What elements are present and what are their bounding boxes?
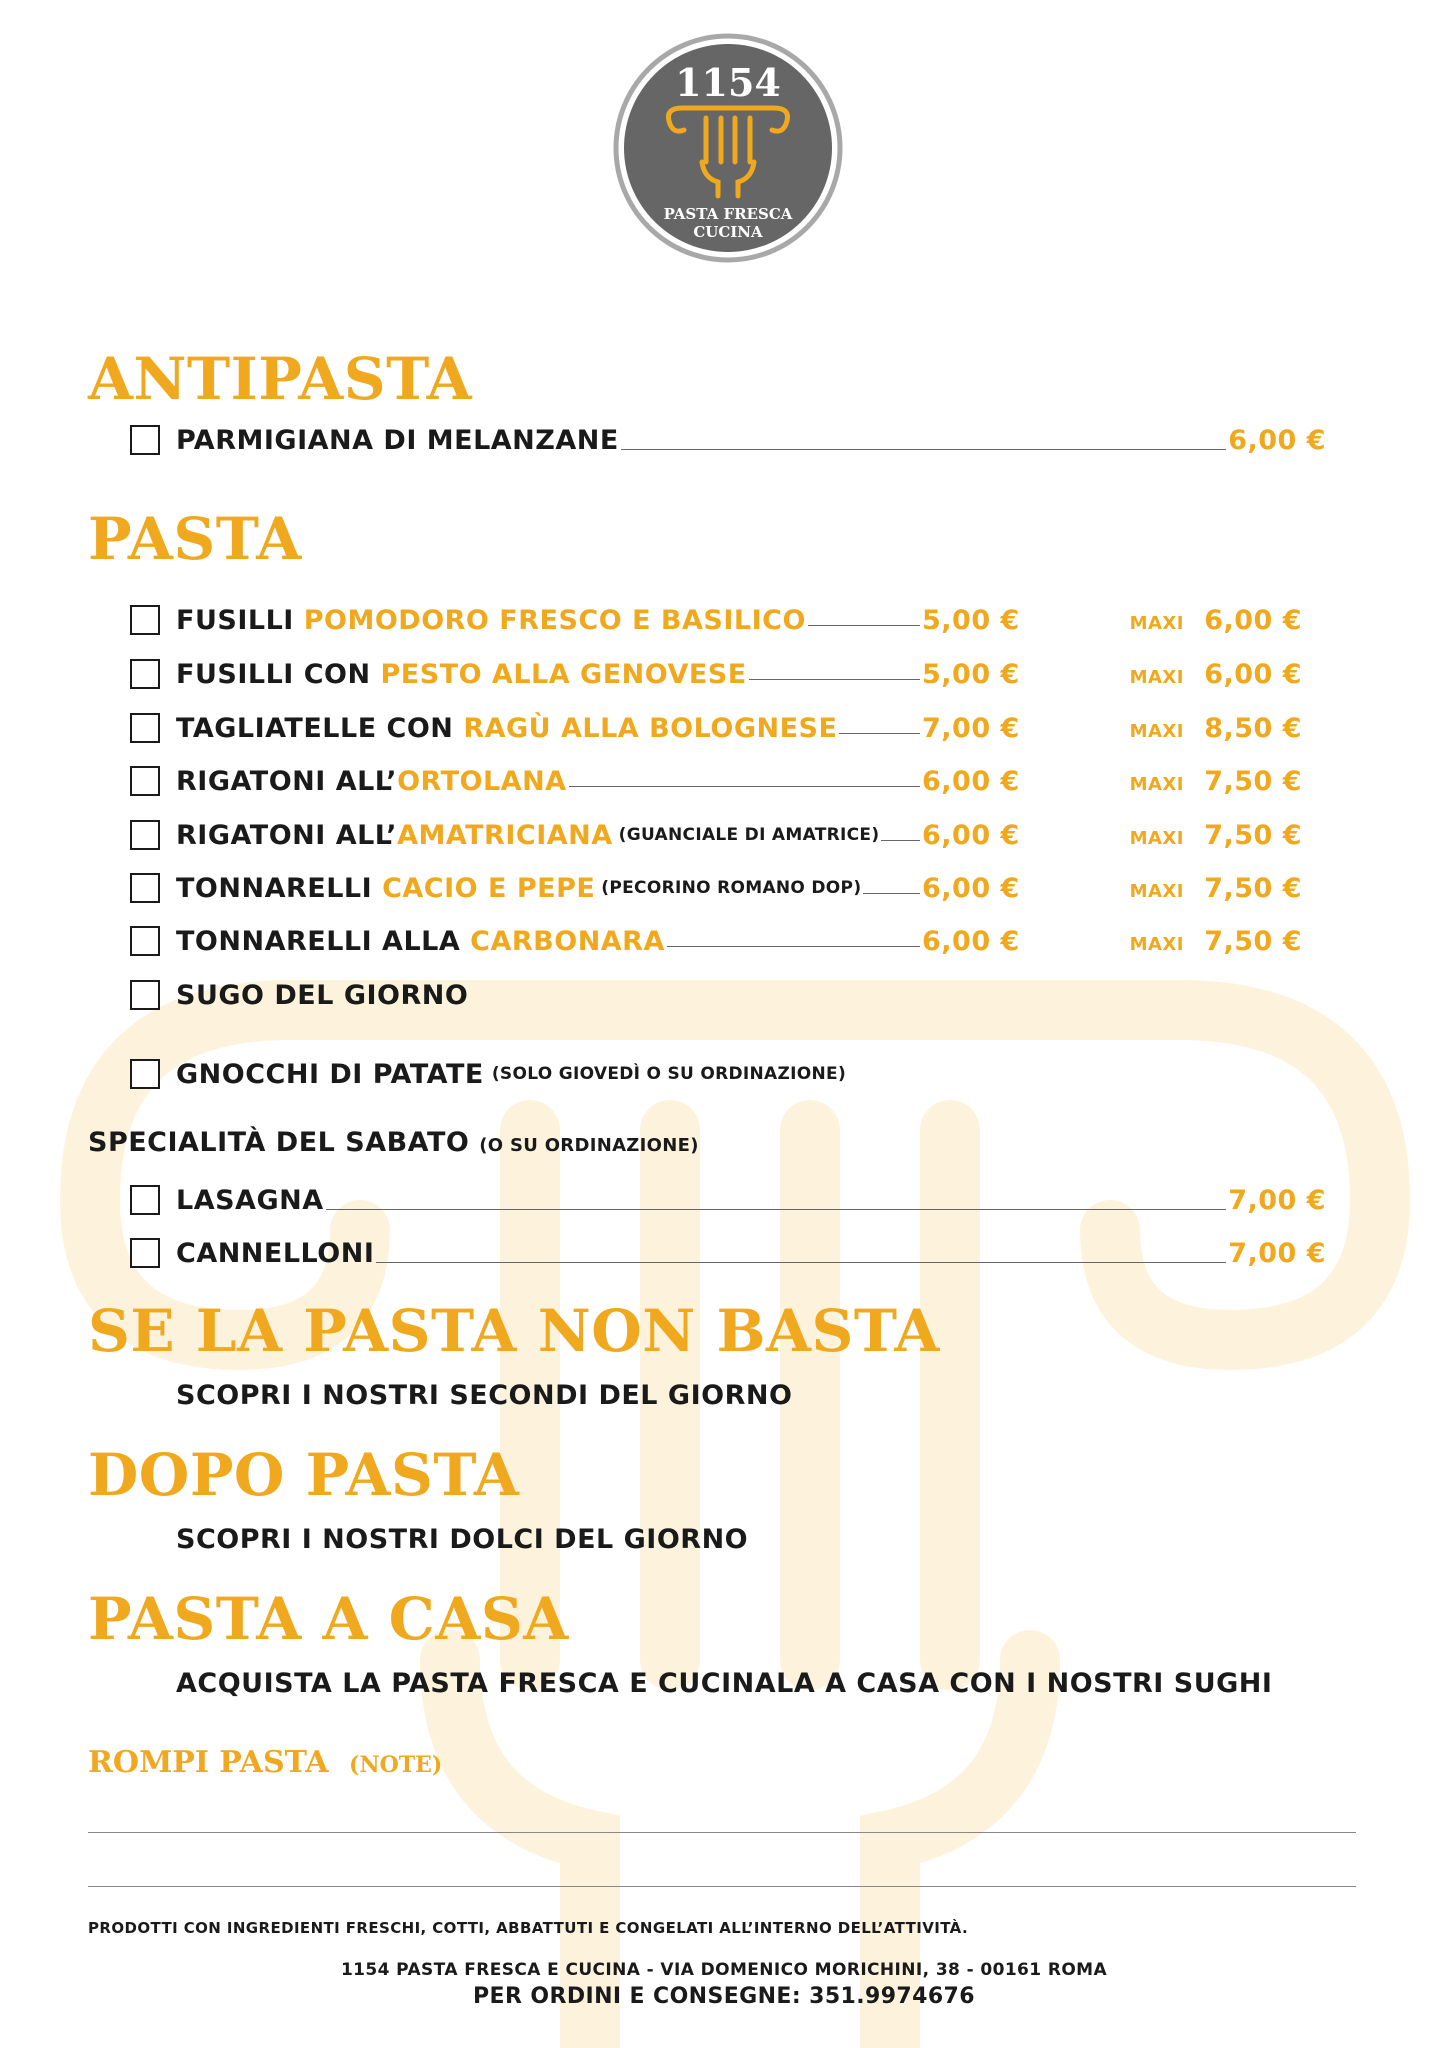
item-prefix: RIGATONI ALL’ — [176, 765, 398, 797]
leader-line — [326, 1208, 1227, 1210]
menu-item-pasta — [130, 921, 1326, 961]
maxi-price-group — [1130, 659, 1302, 690]
item-name: LASAGNA — [176, 1184, 324, 1216]
pasta-left — [176, 765, 1020, 797]
non-basta-desc: SCOPRI I NOSTRI SECONDI DEL GIORNO — [176, 1380, 793, 1411]
casa-desc: ACQUISTA LA PASTA FRESCA E CUCINALA A CASA CON I NOSTRI SUGHI — [176, 1668, 1273, 1699]
maxi-label: MAXI — [1129, 827, 1184, 849]
leader-line — [376, 1261, 1226, 1263]
maxi-label: MAXI — [1129, 933, 1184, 955]
note-line-2[interactable] — [88, 1886, 1356, 1888]
item-prefix: TAGLIATELLE CON — [176, 712, 464, 744]
maxi-price-group — [1130, 926, 1302, 957]
maxi-label: MAXI — [1129, 666, 1184, 688]
leader-line — [881, 839, 920, 841]
item-name: SUGO DEL GIORNO — [176, 979, 469, 1011]
maxi-price-group — [1130, 713, 1302, 744]
maxi-price: 6,00 € — [1204, 658, 1302, 690]
maxi-price: 7,50 € — [1204, 925, 1302, 957]
item-price: 7,00 € — [1228, 1237, 1326, 1269]
menu-item-pasta — [130, 600, 1326, 640]
sabato-heading — [88, 1127, 699, 1158]
maxi-price: 6,00 € — [1204, 604, 1302, 636]
leader-line — [569, 785, 920, 787]
casa-title: PASTA A CASA — [88, 1585, 569, 1653]
item-name: CANNELLONI — [176, 1237, 375, 1269]
pasta-left — [176, 925, 1020, 957]
orders-phone: PER ORDINI E CONSEGNE: 351.9974676 — [473, 1984, 975, 2009]
item-price: 6,00 € — [922, 872, 1020, 904]
checkbox[interactable] — [130, 873, 160, 903]
leader-line — [839, 732, 920, 734]
maxi-price-group — [1130, 873, 1302, 904]
checkbox[interactable] — [130, 1238, 160, 1268]
item-name — [176, 605, 806, 636]
dopo-desc: SCOPRI I NOSTRI DOLCI DEL GIORNO — [176, 1524, 749, 1555]
item-highlight: AMATRICIANA — [397, 819, 613, 851]
item-name — [176, 766, 567, 797]
item-highlight: CACIO E PEPE — [382, 872, 596, 904]
sabato-title: SPECIALITÀ DEL SABATO — [88, 1127, 470, 1158]
item-prefix: FUSILLI — [176, 604, 304, 636]
item-price: 6,00 € — [922, 925, 1020, 957]
maxi-label: MAXI — [1129, 612, 1184, 634]
rompi-title: ROMPI PASTA — [88, 1745, 329, 1780]
maxi-label: MAXI — [1129, 720, 1184, 742]
address: 1154 PASTA FRESCA E CUCINA - VIA DOMENICO MORICHINI, 38 - 00161 ROMA — [340, 1960, 1108, 1980]
item-name — [176, 713, 837, 744]
item-prefix: FUSILLI CON — [176, 658, 381, 690]
menu-item-gnocchi — [130, 1054, 846, 1094]
item-prefix: TONNARELLI ALLA — [176, 925, 471, 957]
checkbox[interactable] — [130, 766, 160, 796]
menu-item-pasta — [130, 654, 1326, 694]
checkbox[interactable] — [130, 659, 160, 689]
item-highlight: PESTO ALLA GENOVESE — [380, 658, 747, 690]
item-price: 5,00 € — [922, 658, 1020, 690]
pasta-left — [176, 872, 1020, 904]
non-basta-title: SE LA PASTA NON BASTA — [88, 1297, 940, 1365]
sabato-note: (O SU ORDINAZIONE) — [479, 1135, 699, 1156]
item-name: PARMIGIANA DI MELANZANE — [176, 424, 619, 456]
maxi-label: MAXI — [1129, 880, 1184, 902]
maxi-price-group — [1130, 766, 1302, 797]
leader-line — [808, 624, 920, 626]
pasta-left — [176, 604, 1020, 636]
pasta-title: PASTA — [88, 505, 302, 573]
checkbox[interactable] — [130, 926, 160, 956]
item-name: GNOCCHI DI PATATE — [176, 1058, 484, 1090]
brand-logo — [612, 32, 844, 264]
leader-line — [863, 892, 920, 894]
logo-line1: PASTA FRESCA — [663, 205, 793, 223]
rompi-heading — [88, 1745, 442, 1780]
antipasta-title: ANTIPASTA — [88, 345, 473, 413]
disclaimer: PRODOTTI CON INGREDIENTI FRESCHI, COTTI, ABBATTUTI E CONGELATI ALL’INTERNO DELL’ATTIVITÀ. — [88, 1919, 969, 1937]
item-name — [176, 873, 595, 904]
pasta-left — [176, 819, 1020, 851]
menu-item-pasta — [130, 868, 1326, 908]
item-price: 6,00 € — [922, 819, 1020, 851]
logo-line2: CUCINA — [693, 223, 763, 241]
maxi-price: 7,50 € — [1204, 872, 1302, 904]
item-price: 7,00 € — [922, 712, 1020, 744]
item-highlight: ORTOLANA — [397, 765, 567, 797]
item-price: 5,00 € — [922, 604, 1020, 636]
dopo-title: DOPO PASTA — [88, 1441, 520, 1509]
rompi-note: (NOTE) — [349, 1752, 443, 1778]
item-highlight: CARBONARA — [470, 925, 665, 957]
item-note: (SOLO GIOVEDÌ O SU ORDINAZIONE) — [491, 1064, 847, 1084]
menu-item-pasta — [130, 815, 1326, 855]
checkbox[interactable] — [130, 1185, 160, 1215]
item-note: (GUANCIALE DI AMATRICE) — [618, 825, 880, 845]
item-price: 6,00 € — [922, 765, 1020, 797]
maxi-price: 7,50 € — [1204, 765, 1302, 797]
pasta-left — [176, 712, 1020, 744]
item-price: 6,00 € — [1228, 424, 1326, 456]
item-name — [176, 659, 747, 690]
menu-item-pasta — [130, 761, 1326, 801]
maxi-price-group — [1130, 605, 1302, 636]
note-line-1[interactable] — [88, 1832, 1356, 1834]
item-note: (PECORINO ROMANO DOP) — [601, 878, 862, 898]
logo-number: 1154 — [675, 60, 781, 105]
menu-item-parmigiana — [130, 420, 1326, 460]
menu-item-pasta — [130, 708, 1326, 748]
leader-line — [667, 945, 920, 947]
leader-line — [621, 448, 1226, 450]
menu-item-lasagna — [130, 1180, 1326, 1220]
item-prefix: RIGATONI ALL’ — [176, 819, 398, 851]
maxi-price: 7,50 € — [1204, 819, 1302, 851]
item-highlight: POMODORO FRESCO E BASILICO — [303, 604, 806, 636]
logo-emblem — [612, 32, 844, 264]
menu-item-cannelloni — [130, 1233, 1326, 1273]
checkbox[interactable] — [130, 425, 160, 455]
item-price: 7,00 € — [1228, 1184, 1326, 1216]
checkbox[interactable] — [130, 713, 160, 743]
leader-line — [749, 678, 920, 680]
item-prefix: TONNARELLI — [176, 872, 383, 904]
item-highlight: RAGÙ ALLA BOLOGNESE — [463, 712, 838, 744]
item-name — [176, 820, 613, 851]
checkbox[interactable] — [130, 980, 160, 1010]
checkbox[interactable] — [130, 820, 160, 850]
maxi-label: MAXI — [1129, 773, 1184, 795]
checkbox[interactable] — [130, 1059, 160, 1089]
menu-item-sugo — [130, 975, 468, 1015]
maxi-price-group — [1130, 820, 1302, 851]
checkbox[interactable] — [130, 605, 160, 635]
maxi-price: 8,50 € — [1204, 712, 1302, 744]
pasta-left — [176, 658, 1020, 690]
item-name — [176, 926, 665, 957]
